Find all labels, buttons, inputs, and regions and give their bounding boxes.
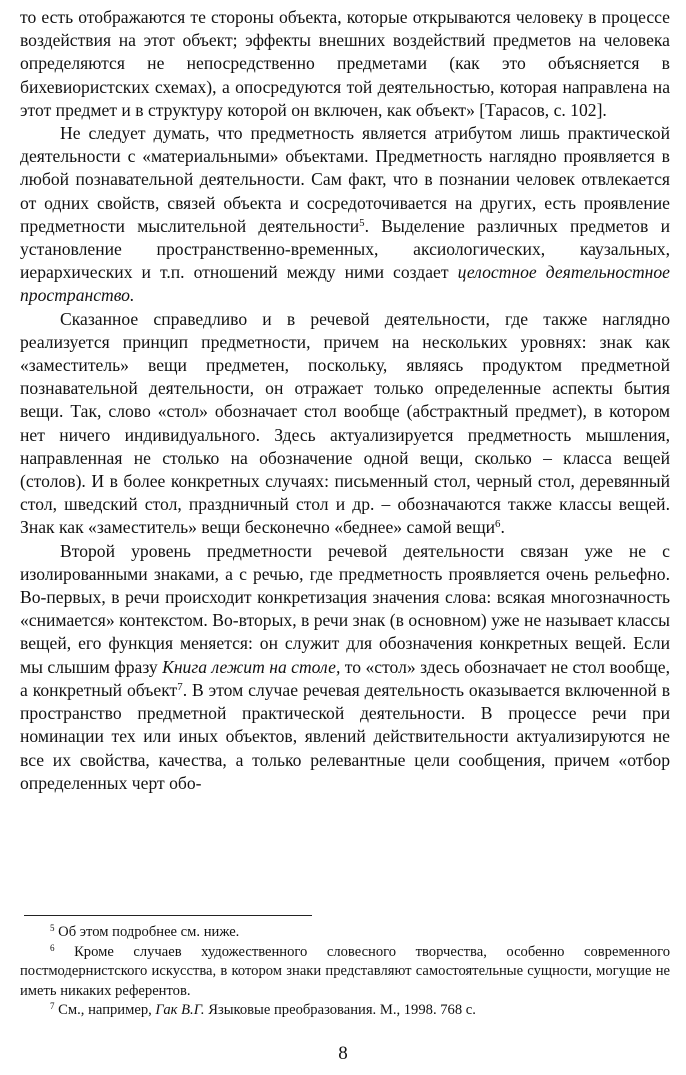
- footnote-ref-5: 5: [359, 216, 365, 229]
- paragraph-1: то есть отображаются те стороны объекта, которые открываются человеку в процессе воздействия на этот объект; эффекты внешних воздействий предметов на человека определяются не непосредственно предметами (как это объясняется в бихевиористских схемах), а опосредуются той деятельностью, которая направлена на этот предмет и в структуру которой он включен, как объект» [Тарасов, с. 102].: [20, 7, 670, 120]
- italic-example: Книга лежит на столе,: [162, 656, 341, 677]
- footnote-ref-6: 6: [495, 518, 501, 531]
- footnote-7: $^7$ См., например, Гак В.Г. Языковые преобразования. М., 1998. 768 с.: [50, 1001, 476, 1018]
- paragraph-3: Сказанное справедливо и в речевой деятельности, где также наглядно реализуется принцип предметности, причем на нескольких уровнях: знак как «заместитель» вещи предметен, поскольку, являясь продуктом предметной познавательной деятельности, он отражает только определенные аспекты бытия вещи. Так, слово «стол» обозначает стол вообще (абстрактный предмет), в котором нет ничего индивидуального. Здесь актуализируется предметность мышления, направленная не столько на обозначение одной вещи, сколько – класса вещей (столов). И в более конкретных случаях: письменный стол, черный стол, деревянный стол, шведский стол, праздничный стол и др. – обозначаются также классы вещей. Знак как «заместитель» вещи бесконечно «беднее» самой вещи$^6$.: [20, 308, 670, 538]
- page-number: 8: [338, 1043, 348, 1064]
- paragraph-4: Второй уровень предметности речевой деятельности связан уже не с изолированными знаками, а с речью, где предметность проявляется очень рельефно. Во-первых, в речи происходит конкретизация значения слова: всякая многозначность «снимается» контекстом. Во-вторых, в речи знак (в основном) уже не называет классы вещей, его функция меняется: он служит для обозначения конкретных вещей. Если мы слышим фразу Книга лежит на столе, то «стол» здесь обозначает не стол вообще, а конкретный объект$^7$. В этом случае речевая деятельность оказывается включенной в пространство предметной практической деятельности. В процессе речи при номинации тех или иных объектов, явлений действительности актуализируются не все их свойства, качества, а только релевантные цели сообщения, причем «отбор определенных черт обо-: [20, 540, 670, 793]
- footnote-divider: [24, 915, 312, 916]
- italic-term: целостное деятельностное пространство.: [20, 262, 670, 306]
- footnote-ref-7: 7: [177, 680, 183, 693]
- paragraph-2: Не следует думать, что предметность является атрибутом лишь практической деятельности с «материальными» объектами. Предметность наглядно проявляется в любой познавательной деятельности. Сам факт, что в познании человек отвлекается от одних свойств, связей объекта и сосредоточивается на других, есть проявление предметности мыслительной деятельности$^5$. Выделение различных предметов и установление пространственно-временных, аксиологических, каузальных, иерархических и т.п. отношений между ними создает целостное деятельностное пространство.: [20, 123, 670, 306]
- footnote-5: $^5$ Об этом подробнее см. ниже.: [50, 923, 240, 940]
- footnotes: [20, 923, 670, 1021]
- footnote-6: $^6$ Кроме случаев художественного словесного творчества, особенно современного постмодернистского искусства, в котором знаки представляют самостоятельные сущности, могущие не иметь никаких референтов.: [20, 942, 670, 999]
- main-text: [20, 6, 670, 795]
